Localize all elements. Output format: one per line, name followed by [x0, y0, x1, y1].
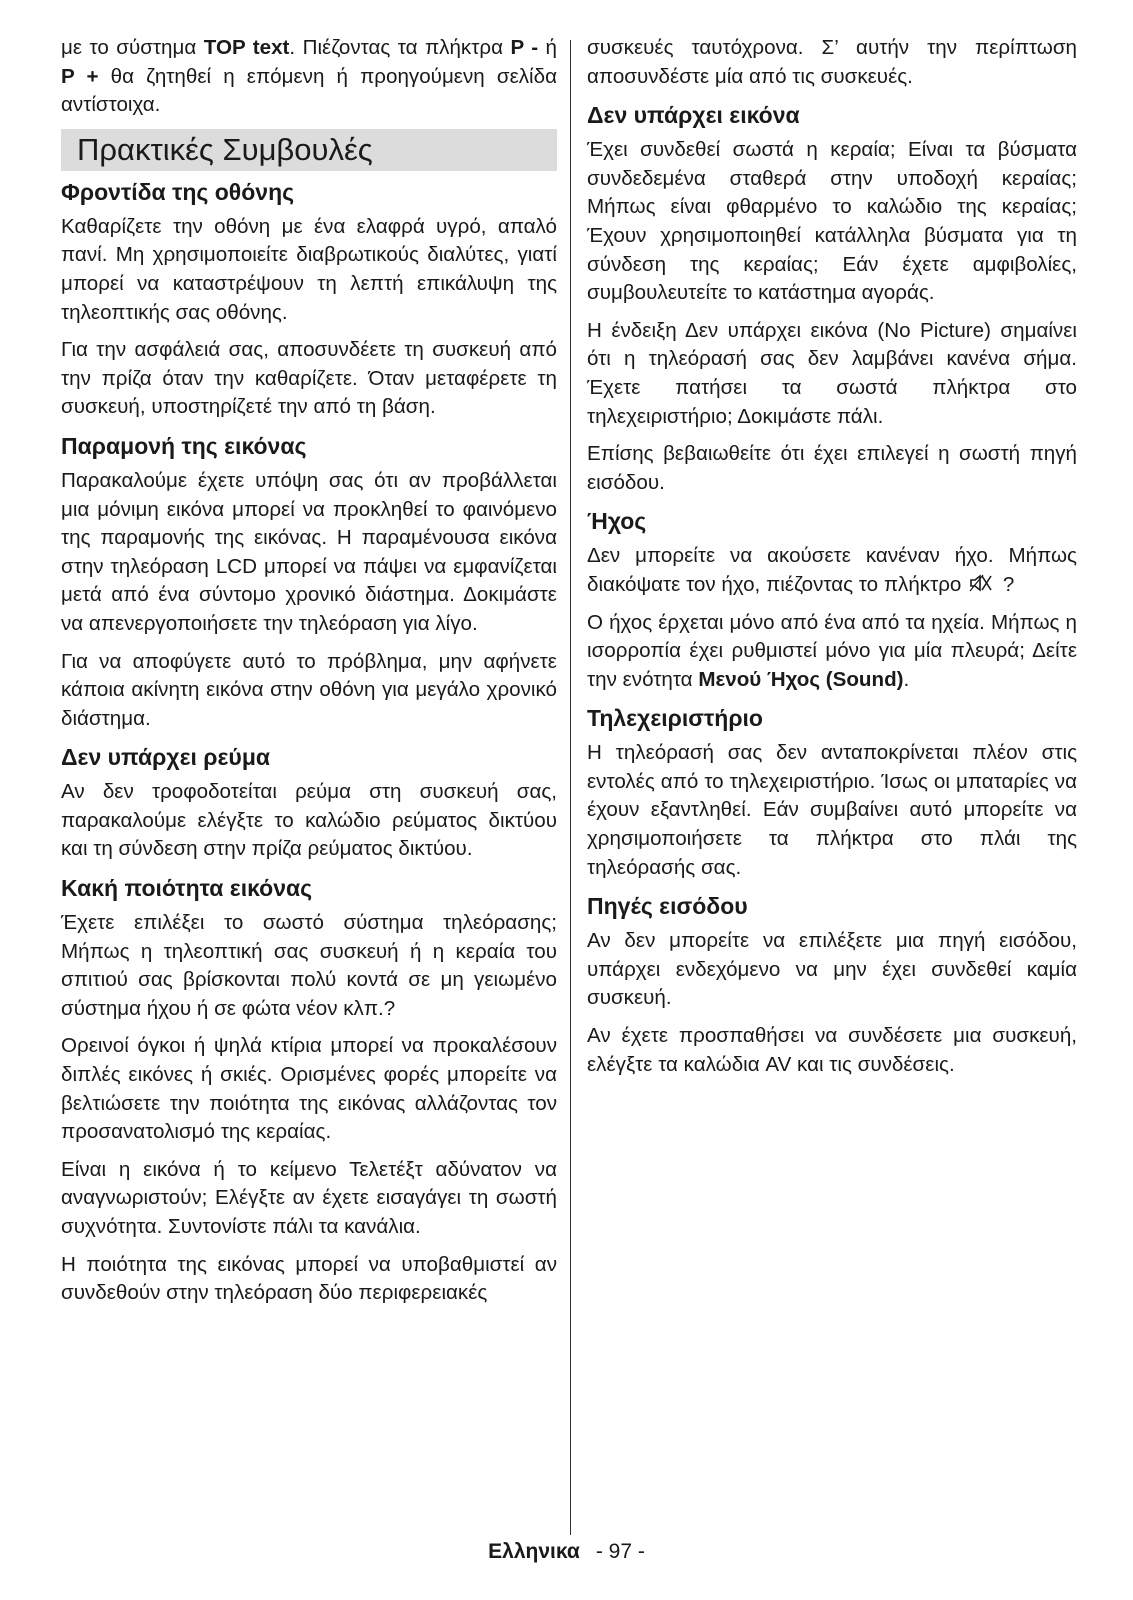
column-divider	[570, 40, 571, 1535]
paragraph-screen-care-1: Καθαρίζετε την οθόνη με ένα ελαφρά υγρό, απαλό πανί. Μη χρησιμοποιείτε διαβρωτικούς διαλύτες, γιατί μπορεί να καταστρέψουν τη λεπτή επικάλυψη της τηλεοπτικής σας οθόνης.	[61, 214, 557, 324]
paragraph-image-persistence-1: Παρακαλούμε έχετε υπόψη σας ότι αν προβάλλεται μια μόνιμη εικόνα μπορεί να προκληθεί το φαινόμενο της παραμονής της εικόνας. Η παραμένουσα εικόνα στην τηλεόραση LCD μπορεί να πάψει να εμφανίζεται μετά από ένα σύντομο χρονικό διάστημα. Δοκιμάστε να απενεργοποιήσετε την τηλεόραση για λίγο.	[61, 468, 557, 635]
paragraph-sound-1	[587, 542, 1077, 599]
paragraph-image-persistence-2: Για να αποφύγετε αυτό το πρόβλημα, μην αφήνετε κάποια ακίνητη εικόνα στην οθόνη για μεγάλο χρονικό διάστημα.	[61, 649, 557, 730]
intro-text-1: με το σύστημα	[61, 36, 204, 59]
intro-text-3: ή	[538, 36, 558, 59]
page-footer	[0, 1538, 1133, 1566]
paragraph-continuation: συσκευές ταυτόχρονα. Σ’ αυτήν την περίπτωση αποσυνδέστε μία από τις συσκευές.	[587, 36, 1077, 88]
top-text-term: TOP text	[203, 36, 290, 59]
mute-icon	[969, 573, 993, 593]
heading-no-power: Δεν υπάρχει ρεύμα	[61, 744, 271, 771]
heading-poor-picture: Κακή ποιότητα εικόνας	[61, 875, 313, 902]
paragraph-screen-care-2: Για την ασφάλειά σας, αποσυνδέετε τη συσκευή από την πρίζα όταν την καθαρίζετε. Όταν μεταφέρετε τη συσκευή, υποστηρίζετέ την από τη βάση.	[61, 338, 557, 419]
paragraph-input-sources-1: Αν δεν μπορείτε να επιλέξετε μια πηγή εισόδου, υπάρχει ενδεχόμενο να μην έχει συνδεθεί καμία συσκευή.	[587, 929, 1077, 1010]
sound-text-1: Δεν μπορείτε να ακούσετε κανέναν ήχο. Μήπως διακόψατε τον ήχο, πιέζοντας το πλήκτρο	[587, 544, 1077, 596]
page-number: - 97 -	[595, 1540, 645, 1563]
p-minus-key: P -	[510, 36, 539, 59]
sound-text-2: ?	[1002, 572, 1015, 596]
paragraph-poor-picture-1: Έχετε επιλέξει το σωστό σύστημα τηλεόρασης; Μήπως η τηλεοπτική σας συσκευή ή η κεραία του σπιτιού σας βρίσκονται πολύ κοντά σε μη γειωμένο σύστημα ήχου ή σε φώτα νέον κλπ.?	[61, 911, 557, 1020]
p-plus-key: P +	[61, 64, 99, 88]
paragraph-input-sources-2: Αν έχετε προσπαθήσει να συνδέσετε μια συσκευή, ελέγξτε τα καλώδια AV και τις συνδέσεις.	[587, 1024, 1077, 1076]
paragraph-no-picture-3: Επίσης βεβαιωθείτε ότι έχει επιλεγεί η σωστή πηγή εισόδου.	[587, 442, 1077, 494]
paragraph-no-power: Αν δεν τροφοδοτείται ρεύμα στη συσκευή σας, παρακαλούμε ελέγξτε το καλώδιο ρεύματος δικτύου και τη σύνδεση στην πρίζα ρεύματος δικτύου.	[61, 780, 557, 861]
intro-text-2: . Πιέζοντας τα πλήκτρα	[289, 36, 511, 59]
heading-input-sources: Πηγές εισόδου	[587, 893, 748, 920]
sound-text-4: .	[903, 667, 910, 691]
heading-remote-control: Τηλεχειριστήριο	[587, 705, 763, 732]
paragraph-poor-picture-4: Η ποιότητα της εικόνας μπορεί να υποβαθμιστεί αν συνδεθούν στην τηλεόραση δύο περιφερειακές	[61, 1252, 557, 1305]
intro-text-4: θα ζητηθεί η επόμενη ή προηγούμενη σελίδα αντίστοιχα.	[61, 64, 557, 117]
heading-screen-care: Φροντίδα της οθόνης	[61, 178, 295, 205]
footer-language: Ελληνικα	[488, 1540, 580, 1563]
paragraph-remote-control: Η τηλεόρασή σας δεν ανταποκρίνεται πλέον στις εντολές από το τηλεχειριστήριο. Ίσως οι μπαταρίες να έχουν εξαντληθεί. Εάν συμβαίνει αυτό μπορείτε να χρησιμοποιήσετε τα πλήκτρα στο πλάι της τηλεόρασής σας.	[587, 741, 1077, 879]
paragraph-no-picture-2: Η ένδειξη Δεν υπάρχει εικόνα (No Picture) σημαίνει ότι η τηλεόρασή σας δεν λαμβάνει κανένα σήμα. Έχετε πατήσει τα σωστά πλήκτρα στο τηλεχειριστήριο; Δοκιμάστε πάλι.	[587, 318, 1077, 428]
right-column	[587, 34, 1077, 1088]
heading-image-persistence: Παραμονή της εικόνας	[61, 432, 307, 459]
sound-menu-reference: Μενού Ήχος (Sound)	[698, 667, 904, 691]
heading-sound: Ήχος	[587, 508, 647, 535]
section-title: Πρακτικές Συμβουλές	[61, 129, 557, 171]
paragraph-poor-picture-2: Ορεινοί όγκοι ή ψηλά κτίρια μπορεί να προκαλέσουν διπλές εικόνες ή σκιές. Ορισμένες φορές μπορείτε να βελτιώσετε την ποιότητα της εικόνας αλλάζοντας τον προσανατολισμό της κεραίας.	[61, 1034, 557, 1144]
paragraph-sound-2	[587, 609, 1077, 695]
sound-text-3: Ο ήχος έρχεται μόνο από ένα από τα ηχεία. Μήπως η ισορροπία έχει ρυθμιστεί μόνο για μία πλευρά; Δείτε την ενότητα	[587, 610, 1077, 691]
heading-no-picture: Δεν υπάρχει εικόνα	[587, 102, 800, 129]
paragraph-poor-picture-3: Είναι η εικόνα ή το κείμενο Τελετέξτ αδύνατον να αναγνωριστούν; Ελέγξτε αν έχετε εισαγάγει τη σωστή συχνότητα. Συντονίστε πάλι τα κανάλια.	[61, 1157, 557, 1238]
paragraph-no-picture-1: Έχει συνδεθεί σωστά η κεραία; Είναι τα βύσματα συνδεδεμένα σταθερά στην υποδοχή κεραίας; Μήπως είναι φθαρμένο το καλώδιο της κεραίας; Έχουν χρησιμοποιηθεί κατάλληλα βύσματα για τη σύνδεση της κεραίας; Εάν έχετε αμφιβολίες, συμβουλευτείτε το κατάστημα αγοράς.	[587, 138, 1077, 305]
left-column	[61, 34, 557, 1317]
intro-paragraph	[61, 34, 557, 120]
